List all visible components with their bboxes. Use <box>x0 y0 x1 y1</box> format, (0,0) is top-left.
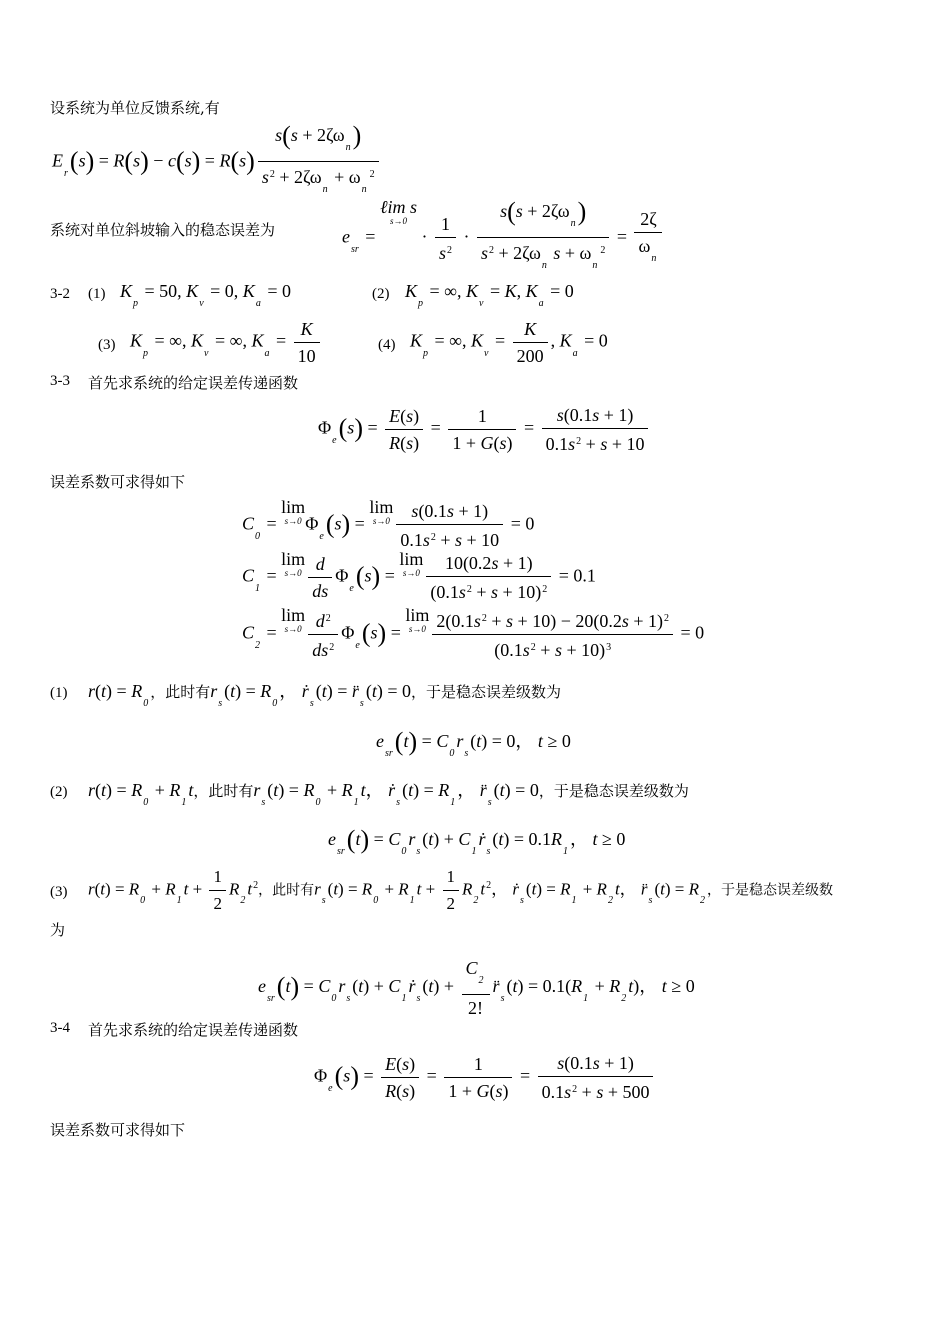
input-2-text-a: ，此时有 <box>193 782 254 800</box>
input-2-text-b: ，于是稳态误差级数为 <box>538 782 689 800</box>
equation-c2: $C_2 = \lim$ s→0 $\frac{d^2}{ds^2}$ $\Phi_e(s) = \lim$ s→0 $\frac{2(0.1s^2 + s + 10) - 20(0.2s + 1)^2}{(0.1s^2 + s + 10)^3}$ = 0 <box>242 605 705 660</box>
case-input-2-label: (2) <box>50 784 68 800</box>
section-3-3-text: 首先求系统的给定误差传递函数 <box>88 374 299 392</box>
case-3-label: (3) <box>98 337 116 353</box>
equation-3-4-transfer: $\Phi_e(s)$ = $\frac{E(s)}{R(s)}$ = $\frac{1}{1 + G(s)}$ = $\frac{s(0.1s + 1)}{0.1s^2 + s + 500}$ <box>314 1052 656 1103</box>
case-4-label: (4) <box>378 337 396 353</box>
equation-input-2: $r(t) = R_0 + R_1t$，此时有$r_s(t) = R_0 + R_1t$， ṙ$_s$(t) = $R_1$， $r̈_s(t) = 0$，于是稳态误差级数为 <box>88 780 689 808</box>
section-3-2-label: 3-2 <box>50 286 70 302</box>
equation-input-1: $r(t) = R_0$，此时有$r_s(t) = R_0$， ṙ$_s$(t) = $r̈_s(t) = 0$，于是稳态误差级数为 <box>88 681 561 709</box>
equation-series-2: $e_{sr}(t) = C_0r_s(t)$ + $C_1ṙ_s(t) = 0.1R_1$， t ≥ 0 <box>328 825 626 857</box>
case-1-label: (1) <box>88 286 106 302</box>
section-3-4-text: 首先求系统的给定误差传递函数 <box>88 1021 299 1039</box>
equation-3-2-case-1: $K_p = 50$, $K_v = 0$, $K_a = 0$ <box>120 281 291 309</box>
coefficients-text-1: 误差系数可求得如下 <box>50 473 186 491</box>
wrap-text: 为 <box>50 921 66 939</box>
equation-3-2-case-3: $K_p$ = ∞, $K_v$ = ∞, $K_a$ = $\frac{K}{10}$ <box>130 318 323 367</box>
input-3-text-a: ，此时有 <box>258 882 315 899</box>
intro-text: 设系统为单位反馈系统,有 <box>50 99 220 117</box>
ramp-error-text: 系统对单位斜坡输入的稳态误差为 <box>50 221 276 239</box>
section-3-4-label: 3-4 <box>50 1020 70 1036</box>
case-input-1-label: (1) <box>50 685 68 701</box>
input-3-text-b: ，于是稳态误差级数 <box>707 882 833 899</box>
equation-3-3-transfer: $\Phi_e(s)$ = $\frac{E(s)}{R(s)}$ = $\frac{1}{1 + G(s)}$ = $\frac{s(0.1s + 1)}{0.1s^2 + s + 10}$ <box>318 404 651 455</box>
equation-3-2-case-2: $K_p$ = ∞, $K_v = K$, $K_a = 0$ <box>405 281 574 309</box>
equation-input-3: $r(t) = R_0 + R_1t$ + $\frac{1}{2}$ $R_2t^2$，此时有$r_s(t) = R_0 + R_1t$ + $\frac{1}{2}$ $R_2t^2$， ṙ$_s$(t) = $R_1 + R_2t$， $r̈_s(t) = R_2$，于是稳态误差级数 <box>88 867 833 913</box>
case-2-label: (2) <box>372 286 390 302</box>
input-1-text-b: ，于是稳态误差级数为 <box>410 683 561 701</box>
equation-c1: $C_1 = \lim$ s→0 $\frac{d}{ds}$ $\Phi_e(s) = \lim$ s→0 $\frac{10(0.2s + 1)}{(0.1s^2 + s + 10)^2}$ = 0.1 <box>242 549 596 602</box>
equation-series-1: $e_{sr}(t) = C_0r_s(t) = 0$， t ≥ 0 <box>376 727 571 759</box>
equation-3-2-case-4: $K_p$ = ∞, $K_v$ = $\frac{K}{200}$ , $K_a = 0$ <box>410 319 608 366</box>
coefficients-text-2: 误差系数可求得如下 <box>50 1121 186 1139</box>
equation-error-signal: $E_r(s) = R(s) - c(s) = R(s)$ $\frac{s(s + 2\zeta\omega_n)}{s^2 + 2\zeta\omega_n + \omega_n^2}$ <box>52 124 382 201</box>
equation-ramp-error: $e_{sr}$ = ℓim s s→0 · $\frac{1}{s^2}$ · $\frac{s(s + 2\zeta\omega_n)}{s^2 + 2\zeta\omega_n s + \omega_n^2}$ = $\frac{2\zeta}{\omega_n}$ <box>342 200 665 277</box>
case-input-3-label: (3) <box>50 884 68 900</box>
section-3-3-label: 3-3 <box>50 373 70 389</box>
equation-c0: $C_0 = \lim$ s→0 $\Phi_e(s) = \lim$ s→0 $\frac{s(0.1s + 1)}{0.1s^2 + s + 10}$ = 0 <box>242 497 535 550</box>
equation-series-3: $e_{sr}(t) = C_0r_s(t)$ + $C_1ṙ_s(t)$ + $\frac{C_2}{2!}$ $r̈_s(t) = 0.1(R_1 + R_2t)$， t ≥ 0 <box>258 958 695 1018</box>
input-1-text-a: ，此时有 <box>150 683 211 701</box>
